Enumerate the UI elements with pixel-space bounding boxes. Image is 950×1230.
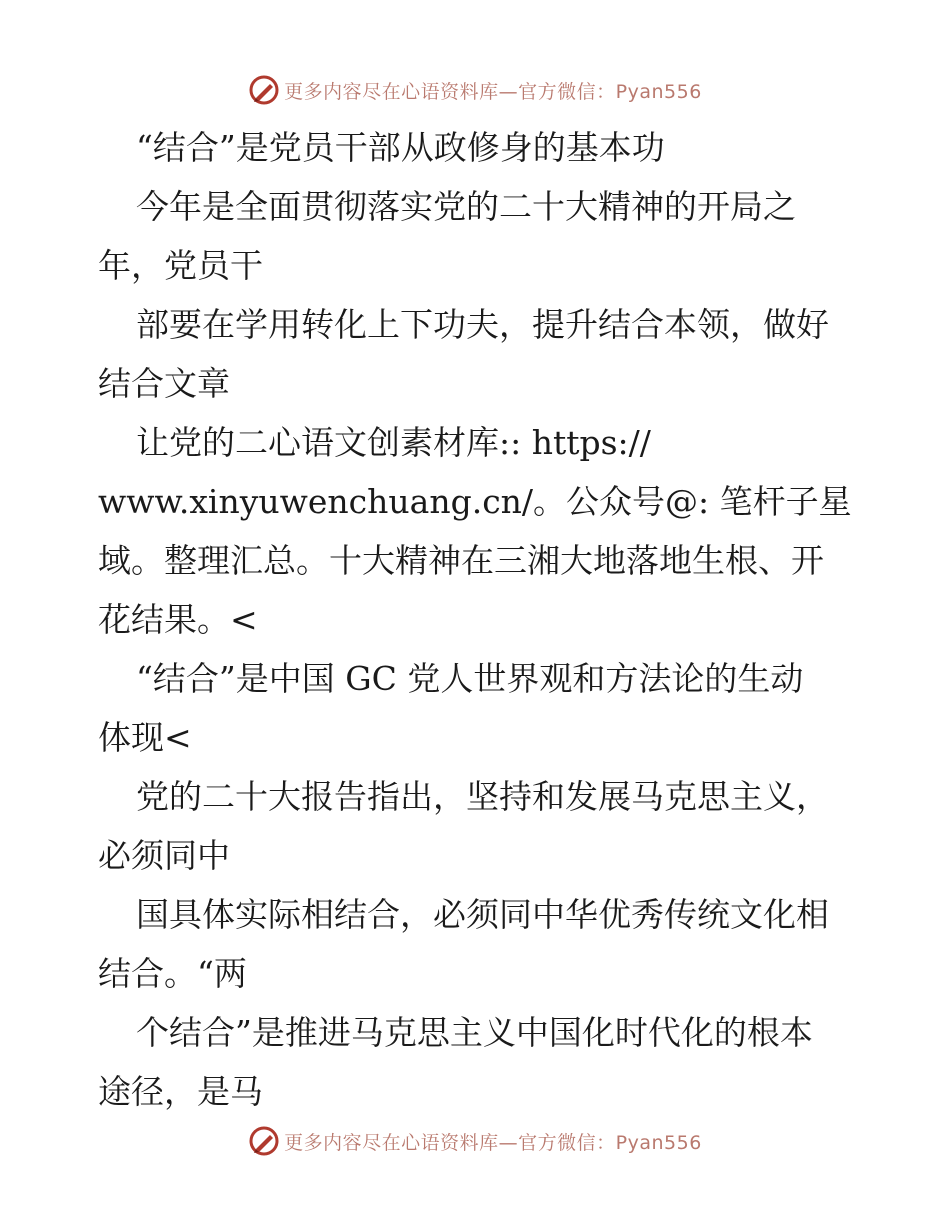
paragraph-line: 结合。“两 [98,954,247,993]
paragraph-line: 必须同中 [98,836,230,875]
paragraph-line: 年，党员干 [98,246,263,285]
document-title: “结合”是党员干部从政修身的基本功 [136,128,665,167]
paragraph-line: 花结果。< [98,600,258,639]
header-watermark [0,70,950,110]
paragraph-line: 途径，是马 [98,1072,263,1111]
watermark-text: 更多内容尽在心语资料库—官方微信：Pyan556 [284,1131,702,1154]
paragraph-line: 部要在学用转化上下功夫，提升结合本领，做好 [136,305,829,344]
watermark-text: 更多内容尽在心语资料库—官方微信：Pyan556 [284,80,702,103]
paragraph-line: 体现< [98,718,192,757]
paragraph-line: www.xinyuwenchuang.cn/。公众号@: 笔杆子星 [98,482,852,521]
paragraph-line: 个结合”是推进马克思主义中国化时代化的根本 [136,1013,813,1052]
pen-logo-icon [248,1125,280,1157]
paragraph-line: 域。整理汇总。十大精神在三湘大地落地生根、开 [98,541,824,580]
footer-watermark [0,1121,950,1161]
paragraph-line: 党的二十大报告指出，坚持和发展马克思主义， [136,777,829,816]
paragraph-line: 国具体实际相结合，必须同中华优秀传统文化相 [136,895,829,934]
pen-logo-icon [248,74,280,106]
document-body [98,118,858,1121]
paragraph-line: 今年是全面贯彻落实党的二十大精神的开局之 [136,187,796,226]
paragraph-line: 结合文章 [98,364,230,403]
section-heading: “结合”是中国 GC 党人世界观和方法论的生动 [136,659,804,698]
paragraph-line: 让党的二心语文创素材库:: https:// [136,423,651,462]
